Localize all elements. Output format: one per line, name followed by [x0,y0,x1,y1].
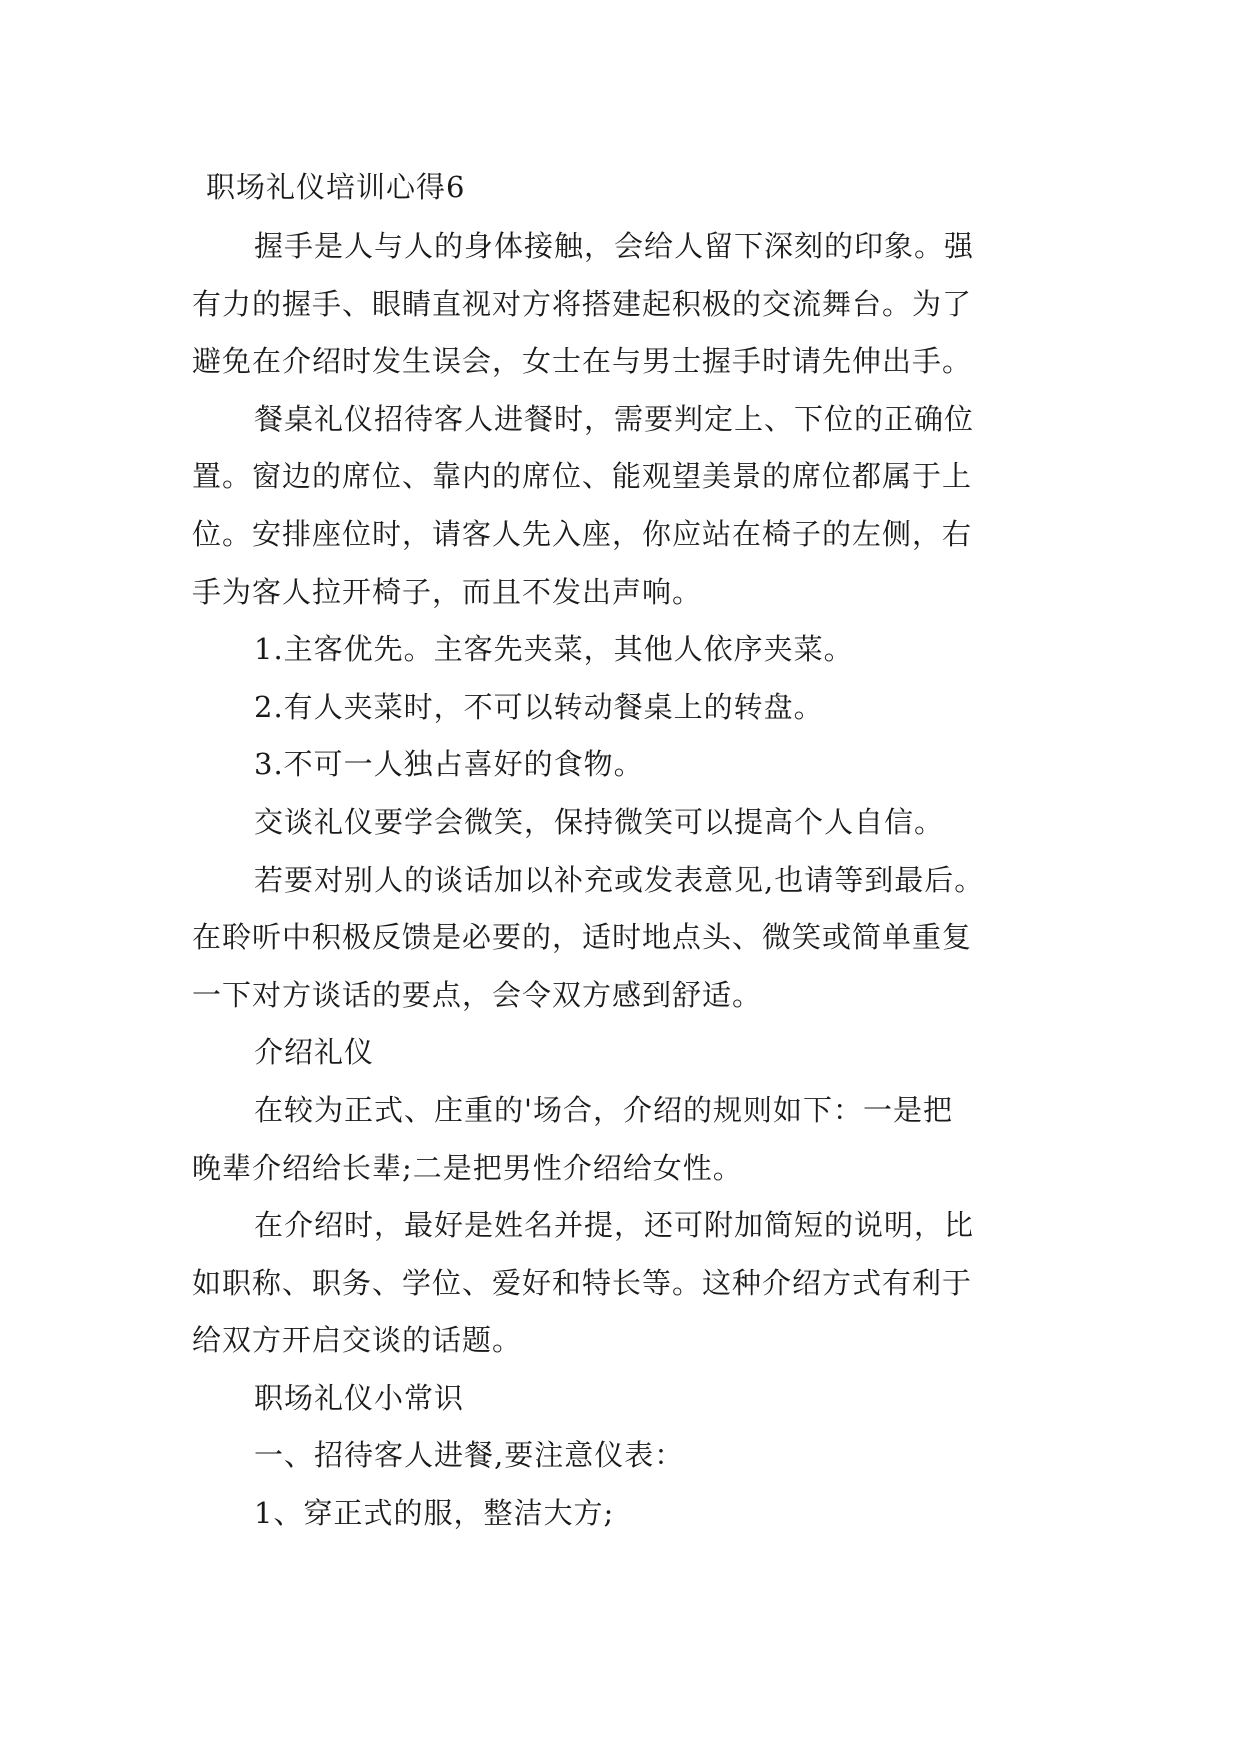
text-line-22: 一、招待客人进餐,要注意仪表： [254,1438,685,1473]
text-line-4: 餐桌礼仪招待客人进餐时，需要判定上、下位的正确位 [254,401,975,436]
text-line-19: 如职称、职务、学位、爱好和特长等。这种介绍方式有利于 [192,1265,973,1300]
document-title: 职场礼仪培训心得6 [206,170,466,204]
text-line-5: 置。窗边的席位、靠内的席位、能观望美景的席位都属于上 [192,459,973,494]
document-body [192,162,1052,1543]
text-line-2: 有力的握手、眼睛直视对方将搭建起积极的交流舞台。为了 [192,286,973,321]
text-line-18: 在介绍时，最好是姓名并提，还可附加简短的说明，比 [254,1208,975,1243]
text-line-1: 握手是人与人的身体接触，会给人留下深刻的印象。强 [254,229,975,263]
text-line-7: 手为客人拉开椅子，而且不发出声响。 [192,574,703,609]
section-heading-introduction: 介绍礼仪 [254,1035,375,1070]
text-line-11: 交谈礼仪要学会微笑，保持微笑可以提高个人自信。 [254,804,945,839]
text-line-17: 晚辈介绍给长辈;二是把男性介绍给女性。 [192,1150,743,1185]
list-item-1: 1.主客优先。主客先夹菜，其他人依序夹菜。 [254,632,854,667]
section-heading-tips: 职场礼仪小常识 [254,1380,465,1415]
list-item-3: 3.不可一人独占喜好的食物。 [254,747,644,782]
text-line-14: 一下对方谈话的要点，会令双方感到舒适。 [192,977,763,1012]
list-item-2: 2.有人夹菜时，不可以转动餐桌上的转盘。 [254,689,824,724]
text-line-13: 在聆听中积极反馈是必要的，适时地点头、微笑或简单重复 [192,920,973,955]
text-line-16: 在较为正式、庄重的'场合，介绍的规则如下：一是把 [254,1092,953,1127]
text-line-3: 避免在介绍时发生误会，女士在与男士握手时请先伸出手。 [192,344,973,379]
text-line-23: 1、穿正式的服，整洁大方; [254,1496,615,1531]
text-line-6: 位。安排座位时，请客人先入座，你应站在椅子的左侧，右 [192,516,973,551]
text-line-20: 给双方开启交谈的话题。 [192,1323,523,1358]
text-line-12: 若要对别人的谈话加以补充或发表意见,也请等到最后。 [254,862,985,897]
